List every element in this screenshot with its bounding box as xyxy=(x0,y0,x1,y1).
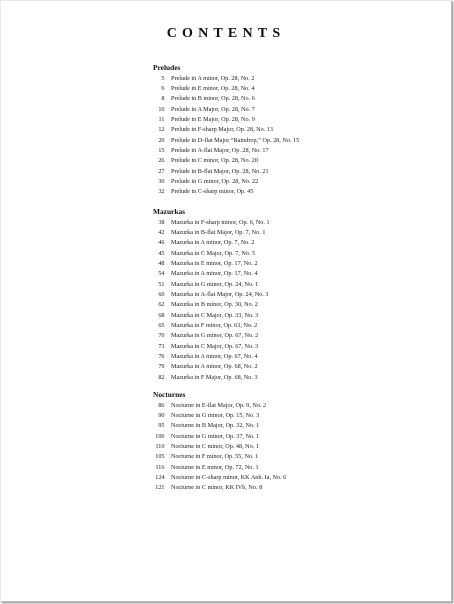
piece-title: Mazurka in C Major, Op. 33, No. 3 xyxy=(171,311,259,319)
piece-title: Prelude in C-sharp minor, Op. 45 xyxy=(171,188,254,196)
piece-title: Mazurka in A minor, Op. 7, No. 2 xyxy=(171,239,255,247)
toc-entry xyxy=(153,401,443,411)
page-number: 5 xyxy=(161,74,165,82)
piece-title: Prelude in G minor, Op. 28, No. 22 xyxy=(171,177,259,185)
piece-title: Nocturne in F minor, Op. 55, No. 1 xyxy=(171,453,259,461)
piece-title: Nocturne in B Major, Op. 32, No. 1 xyxy=(171,422,260,430)
piece-title: Mazurka in A-flat Major, Op. 24, No. 3 xyxy=(171,290,269,298)
toc-entry xyxy=(153,167,443,177)
toc-entry xyxy=(153,331,443,341)
toc-entry xyxy=(153,125,443,135)
page-number: 110 xyxy=(155,442,165,450)
piece-title: Prelude in E Major, Op. 28, No. 9 xyxy=(171,115,255,123)
page-number: 8 xyxy=(161,95,165,103)
page-number: 15 xyxy=(158,146,165,154)
page-number: 90 xyxy=(158,411,165,419)
entry-list xyxy=(153,218,443,383)
page-title: CONTENTS xyxy=(166,26,286,41)
piece-title: Mazurka in G minor, Op. 67, No. 2 xyxy=(171,332,259,340)
page-number: 121 xyxy=(155,484,165,492)
page-number: 27 xyxy=(158,167,165,175)
page-number: 65 xyxy=(158,321,165,329)
toc-entry xyxy=(153,342,443,352)
piece-title: Mazurka in C Major, Op. 7, No. 5 xyxy=(171,249,256,257)
page-number: 105 xyxy=(155,453,165,461)
toc-entry xyxy=(153,290,443,300)
piece-title: Prelude in A minor, Op. 28, No. 2 xyxy=(171,74,255,82)
page-number: 10 xyxy=(158,105,165,113)
toc-entry xyxy=(153,187,443,197)
toc-entry xyxy=(153,136,443,146)
piece-title: Mazurka in B-flat Major, Op. 7, No. 1 xyxy=(171,228,266,236)
toc-entry xyxy=(153,146,443,156)
toc-entry xyxy=(153,105,443,115)
piece-title: Nocturne in E-flat Major, Op. 9, No. 2 xyxy=(171,401,267,409)
piece-title: Prelude in F-sharp Major, Op. 28, No. 13 xyxy=(171,126,274,134)
page-number: 12 xyxy=(158,126,165,134)
page-number: 46 xyxy=(158,239,165,247)
piece-title: Mazurka in G minor, Op. 24, No. 1 xyxy=(171,280,259,288)
toc-entry xyxy=(153,442,443,452)
piece-title: Nocturne in C-sharp minor, KK Anh. Ia, No. 6 xyxy=(171,473,287,481)
page-number: 62 xyxy=(158,301,165,309)
toc-entry xyxy=(153,432,443,442)
piece-title: Mazurka in A minor, Op. 17, No. 4 xyxy=(171,270,258,278)
page-number: 79 xyxy=(158,363,165,371)
toc-entry xyxy=(153,452,443,462)
page-number: 54 xyxy=(158,270,165,278)
piece-title: Mazurka in F-sharp minor, Op. 6, No. 1 xyxy=(171,218,270,226)
page-number: 95 xyxy=(158,422,165,430)
page-number: 48 xyxy=(158,259,165,267)
page-number: 73 xyxy=(158,342,165,350)
toc-entry xyxy=(153,280,443,290)
document-page xyxy=(1,1,452,602)
page-number: 11 xyxy=(158,115,165,123)
section-mazurkas xyxy=(153,207,443,383)
toc-entry xyxy=(153,300,443,310)
toc-entry xyxy=(153,483,443,493)
piece-title: Nocturne in E minor, Op. 72, No. 1 xyxy=(171,463,259,471)
piece-title: Nocturne in G minor, Op. 37, No. 1 xyxy=(171,432,260,440)
piece-title: Mazurka in B minor, Op. 30, No. 2 xyxy=(171,301,258,309)
piece-title: Prelude in B-flat Major, Op. 28, No. 21 xyxy=(171,167,269,175)
piece-title: Mazurka in F minor, Op. 63, No. 2 xyxy=(171,321,258,329)
piece-title: Prelude in B minor, Op. 28, No. 6 xyxy=(171,95,255,103)
piece-title: Mazurka in F Major, Op. 68, No. 3 xyxy=(171,373,258,381)
section-heading: Nocturnes xyxy=(153,390,186,399)
piece-title: Mazurka in A minor, Op. 67, No. 4 xyxy=(171,352,258,360)
page-number: 124 xyxy=(155,473,165,481)
piece-title: Mazurka in C Major, Op. 67, No. 3 xyxy=(171,342,259,350)
page-number: 68 xyxy=(158,311,165,319)
toc-entry xyxy=(153,269,443,279)
toc-entry xyxy=(153,463,443,473)
piece-title: Nocturne in C minor, KK IVb, No. 8 xyxy=(171,484,263,492)
section-heading: Mazurkas xyxy=(153,207,186,216)
page-number: 38 xyxy=(158,218,165,226)
page-number: 30 xyxy=(158,177,165,185)
toc-entry xyxy=(153,156,443,166)
page-number: 20 xyxy=(158,136,165,144)
toc-entry xyxy=(153,74,443,84)
toc-entry xyxy=(153,238,443,248)
page-number: 82 xyxy=(158,373,165,381)
toc-entry xyxy=(153,228,443,238)
piece-title: Prelude in A-flat Major, Op. 28, No. 17 xyxy=(171,146,269,154)
toc-entry xyxy=(153,411,443,421)
toc-entry xyxy=(153,321,443,331)
piece-title: Mazurka in E minor, Op. 17, No. 2 xyxy=(171,259,258,267)
page-number: 32 xyxy=(158,188,165,196)
toc-entry xyxy=(153,311,443,321)
toc-entry xyxy=(153,421,443,431)
page-number: 42 xyxy=(158,228,165,236)
page-number: 6 xyxy=(161,84,165,92)
toc-entry xyxy=(153,373,443,383)
toc-entry xyxy=(153,94,443,104)
section-heading: Preludes xyxy=(153,63,181,72)
piece-title: Prelude in C minor, Op. 28, No. 20 xyxy=(171,157,258,165)
page-number: 100 xyxy=(155,432,165,440)
section-preludes xyxy=(153,63,443,198)
toc-entry xyxy=(153,473,443,483)
page-number: 51 xyxy=(158,280,165,288)
piece-title: Nocturne in G minor, Op. 15, No. 3 xyxy=(171,411,260,419)
toc-entry xyxy=(153,115,443,125)
entry-list xyxy=(153,74,443,198)
toc-entry xyxy=(153,352,443,362)
page-number: 26 xyxy=(158,157,165,165)
page-number: 86 xyxy=(158,401,165,409)
page-number: 60 xyxy=(158,290,165,298)
toc-entry xyxy=(153,218,443,228)
piece-title: Nocturne in C minor, Op. 48, No. 1 xyxy=(171,442,259,450)
toc-entry xyxy=(153,84,443,94)
page-number: 116 xyxy=(155,463,165,471)
toc-entry xyxy=(153,259,443,269)
piece-title: Prelude in A Major, Op. 28, No. 7 xyxy=(171,105,255,113)
toc-entry xyxy=(153,362,443,372)
toc-entry xyxy=(153,177,443,187)
page-number: 70 xyxy=(158,332,165,340)
piece-title: Mazurka in A minor, Op. 68, No. 2 xyxy=(171,363,258,371)
page-number: 45 xyxy=(158,249,165,257)
section-nocturnes xyxy=(153,390,443,494)
piece-title: Prelude in E minor, Op. 28, No. 4 xyxy=(171,84,255,92)
entry-list xyxy=(153,401,443,494)
page-number: 76 xyxy=(158,352,165,360)
piece-title: Prelude in D-flat Major “Raindrop,” Op. 28, No. 15 xyxy=(171,136,300,144)
toc-entry xyxy=(153,249,443,259)
